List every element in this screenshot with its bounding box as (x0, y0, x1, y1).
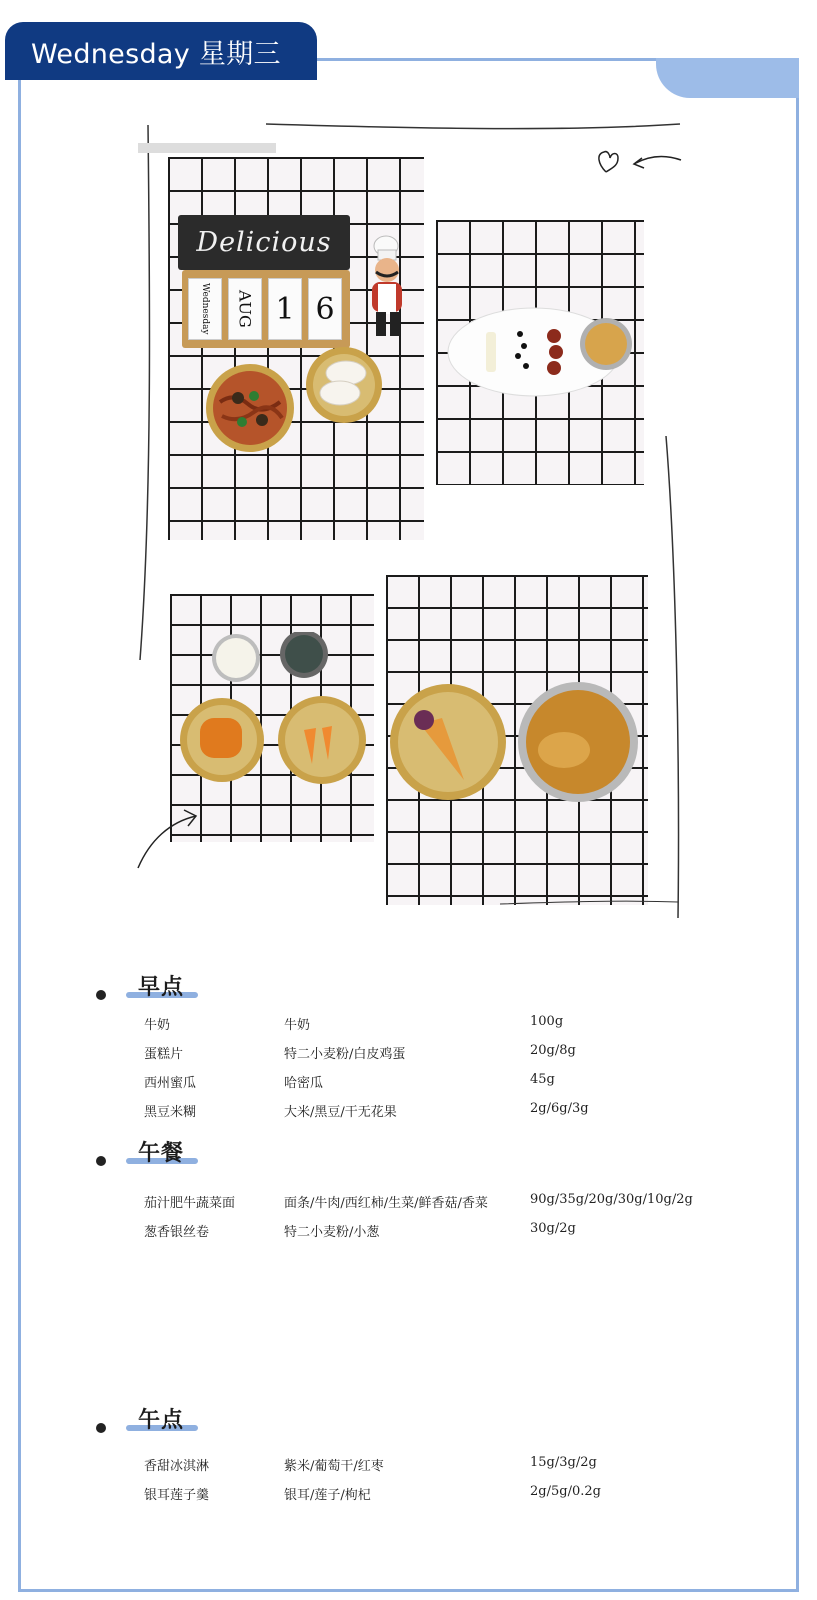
dish-ingredients: 牛奶 (284, 1018, 311, 1033)
breakfast-dishes (176, 632, 372, 792)
dish-ingredients: 特二小麦粉/小葱 (284, 1225, 380, 1240)
dish-amount: 30g/2g (530, 1221, 576, 1236)
section-title-lunch: 午餐 (138, 1141, 185, 1166)
section-title-afternoon-snack: 午点 (138, 1408, 185, 1433)
menu-row (0, 1455, 817, 1479)
dish-amount: 2g/5g/0.2g (530, 1484, 601, 1499)
dish-ingredients: 银耳/莲子/枸杞 (284, 1488, 371, 1503)
menu-row (0, 1072, 817, 1096)
section-bullet (96, 990, 106, 1000)
calendar-weekday-tag: Wednesday (188, 278, 222, 340)
dish-ingredients: 大米/黑豆/干无花果 (284, 1105, 397, 1120)
dish-name: 蛋糕片 (144, 1047, 184, 1062)
section-title-breakfast: 早点 (138, 975, 185, 1000)
silver-rolls-bowl (304, 345, 384, 425)
dish-amount: 2g/6g/3g (530, 1101, 589, 1116)
snack-dishes (388, 680, 646, 804)
frame-bottom-border (18, 1589, 799, 1592)
calendar-day-ones-tag: 6 (308, 278, 342, 340)
section-bullet (96, 1423, 106, 1433)
menu-row (0, 1221, 817, 1245)
fruit-plate (446, 302, 638, 402)
menu-row (0, 1484, 817, 1508)
dish-name: 茄汁肥牛蔬菜面 (144, 1196, 236, 1211)
calendar-day-tens-tag: 1 (268, 278, 302, 340)
dish-name: 西州蜜瓜 (144, 1076, 197, 1091)
noodle-bowl (204, 362, 296, 454)
menu-row (0, 1101, 817, 1125)
dish-ingredients: 面条/牛肉/西红柿/生菜/鲜香菇/香菜 (284, 1196, 488, 1211)
dish-amount: 45g (530, 1072, 555, 1087)
day-title: Wednesday 星期三 (31, 38, 281, 70)
dish-name: 银耳莲子羹 (144, 1488, 210, 1503)
chalkboard-text: Delicious (196, 227, 332, 258)
dish-amount: 20g/8g (530, 1043, 576, 1058)
chalkboard-sign (178, 215, 350, 270)
menu-row (0, 1043, 817, 1067)
dish-amount: 100g (530, 1014, 564, 1029)
dish-amount: 15g/3g/2g (530, 1455, 597, 1470)
calendar-month-tag: AUG (228, 278, 262, 340)
chef-figurine (348, 232, 418, 344)
dish-ingredients: 特二小麦粉/白皮鸡蛋 (284, 1047, 406, 1062)
dish-name: 葱香银丝卷 (144, 1225, 210, 1240)
dish-ingredients: 紫米/葡萄干/红枣 (284, 1459, 384, 1474)
menu-row (0, 1192, 817, 1216)
dish-amount: 90g/35g/20g/30g/10g/2g (530, 1192, 693, 1207)
dish-name: 香甜冰淇淋 (144, 1459, 210, 1474)
section-bullet (96, 1156, 106, 1166)
dish-name: 黑豆米糊 (144, 1105, 197, 1120)
dish-name: 牛奶 (144, 1018, 171, 1033)
dish-ingredients: 哈密瓜 (284, 1076, 324, 1091)
menu-row (0, 1014, 817, 1038)
